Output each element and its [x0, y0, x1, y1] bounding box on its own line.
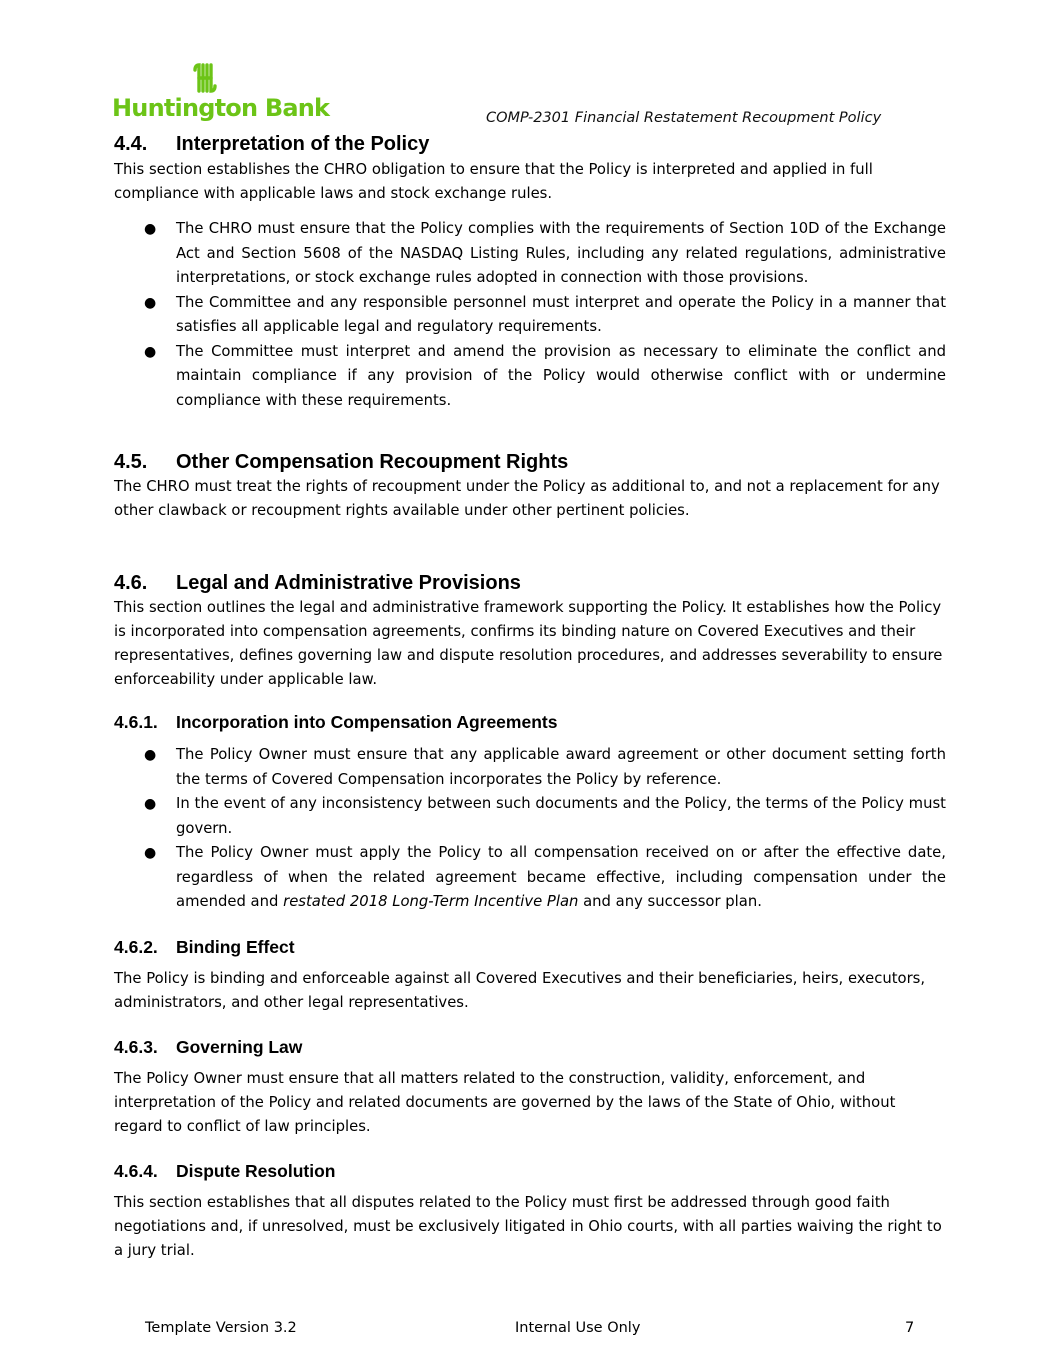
section-number: 4.5.	[114, 451, 148, 473]
section-4-6-intro: This section outlines the legal and administrative framework supporting the Policy. It establishes how the Policy is incorporated into compensation agreements, confirms its binding nature on Covered Executives and their representatives, defines governing law and dispute resolution procedures, and addresses severability to ensure enforceability under applicable law.	[114, 599, 943, 688]
bullet-icon: ●	[144, 221, 157, 237]
section-4-6-4-body: This section establishes that all disputes related to the Policy must first be addressed through good faith negotiations and, if unresolved, must be exclusively litigated in Ohio courts, with all parties waiving the right to a jury trial.	[114, 1193, 942, 1259]
document-title-header: COMP-2301 Financial Restatement Recoupment Policy	[486, 110, 882, 126]
section-number: 4.4.	[114, 133, 148, 155]
huntington-logo	[112, 62, 330, 126]
section-number: 4.6.	[114, 572, 148, 594]
huntington-logo-icon	[190, 62, 220, 94]
section-title: Governing Law	[176, 1036, 303, 1057]
section-4-4-bullets	[114, 217, 946, 413]
logo-wordmark: Huntington Bank	[112, 94, 330, 122]
section-4-6-4-heading	[114, 1160, 946, 1182]
section-4-6-heading	[114, 571, 946, 595]
list-item: ● The Policy Owner must apply the Policy to all compensation received on or after the effective date, regardless of when the related agreement became effective, including compensation under the amended and restated 2018 Long-Term Incentive Plan and any successor plan.	[114, 841, 946, 915]
footer-template-version: Template Version 3.2	[145, 1320, 297, 1336]
list-item: ● In the event of any inconsistency between such documents and the Policy, the terms of the Policy must govern.	[114, 792, 946, 841]
section-number: 4.6.1.	[114, 712, 158, 732]
list-item: ● The Committee and any responsible personnel must interpret and operate the Policy in a manner that satisfies all applicable legal and regulatory requirements.	[114, 291, 946, 340]
bullet-icon: ●	[144, 796, 157, 812]
section-4-6-2-body: The Policy is binding and enforceable against all Covered Executives and their beneficiaries, heirs, executors, administrators, and other legal representatives.	[114, 969, 926, 1011]
section-4-6-3-heading	[114, 1036, 946, 1058]
section-number: 4.6.4.	[114, 1160, 158, 1181]
section-4-5-body: The CHRO must treat the rights of recoupment under the Policy as additional to, and not a replacement for any other clawback or recoupment rights available under other pertinent policies.	[114, 478, 940, 519]
bullet-icon: ●	[144, 845, 157, 861]
section-title: Binding Effect	[176, 936, 295, 957]
section-4-6-3-body: The Policy Owner must ensure that all matters related to the construction, validity, enforcement, and interpretation of the Policy and related documents are governed by the laws of the State of Ohio, without regard to conflict of law principles.	[114, 1069, 896, 1135]
bullet-icon: ●	[144, 343, 157, 360]
footer-page-number: 7	[905, 1320, 915, 1336]
section-title: Incorporation into Compensation Agreements	[176, 712, 558, 732]
list-item: ● The Policy Owner must ensure that any applicable award agreement or other document setting forth the terms of Covered Compensation incorporates the Policy by reference.	[114, 743, 946, 792]
section-number: 4.6.3.	[114, 1036, 158, 1057]
list-item: ● The CHRO must ensure that the Policy complies with the requirements of Section 10D of the Exchange Act and Section 5608 of the NASDAQ Listing Rules, including any related regulations, administrative interpretations, or stock exchange rules adopted in connection with those provisions.	[114, 217, 946, 291]
bullet-icon: ●	[144, 294, 157, 311]
section-number: 4.6.2.	[114, 936, 158, 957]
section-title: Legal and Administrative Provisions	[176, 572, 521, 594]
document-body	[114, 130, 946, 1263]
list-item: ● The Committee must interpret and amend the provision as necessary to eliminate the conflict and maintain compliance if any provision of the Policy would otherwise conflict with or undermine compliance with these requirements.	[114, 340, 946, 414]
section-title: Dispute Resolution	[176, 1160, 336, 1181]
section-title: Other Compensation Recoupment Rights	[176, 451, 569, 473]
section-4-6-2-heading	[114, 936, 946, 958]
footer-classification: Internal Use Only	[515, 1320, 641, 1336]
section-4-4-intro: This section establishes the CHRO obligation to ensure that the Policy is interpreted and applied in full compliance with applicable laws and stock exchange rules.	[114, 161, 873, 202]
plan-name: restated 2018 Long-Term Incentive Plan	[283, 893, 579, 910]
section-title: Interpretation of the Policy	[176, 133, 430, 155]
section-4-4-heading	[114, 132, 946, 156]
bullet-icon: ●	[144, 747, 157, 763]
section-4-6-1-heading	[114, 711, 946, 733]
section-4-5-heading	[114, 450, 946, 474]
section-4-6-1-bullets	[114, 743, 946, 915]
